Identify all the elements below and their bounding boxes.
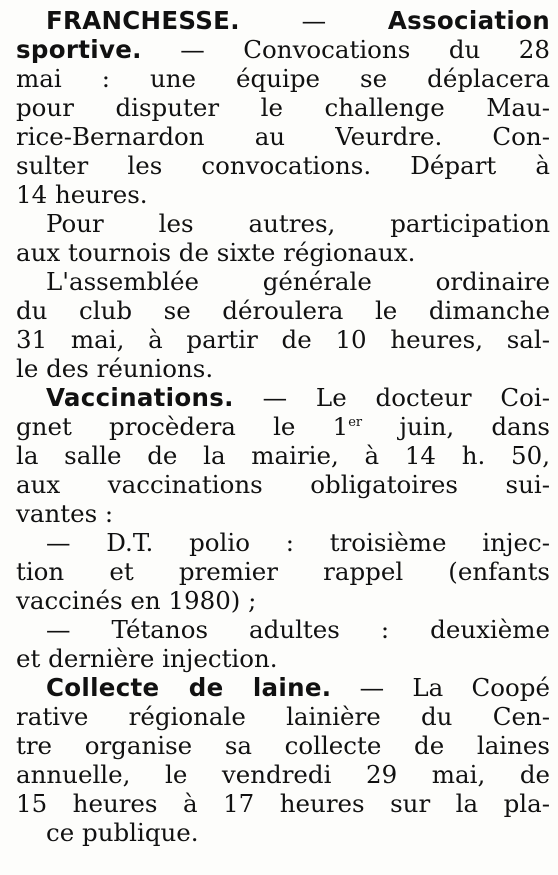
line-text: — Convocations du 28: [141, 35, 550, 64]
text-line: [16, 6, 550, 35]
text-line: 15 heures à 17 heures sur la pla-: [16, 789, 550, 818]
text-line: L'assemblée générale ordinaire: [46, 267, 550, 296]
text-line: sulter les convocations. Départ à: [16, 151, 550, 180]
heading-association: Association: [387, 6, 550, 35]
text-line: le des réunions.: [16, 354, 214, 383]
text-line: — Tétanos adultes : deuxième: [46, 615, 550, 644]
text-line: rice-Bernardon au Veurdre. Con-: [16, 122, 550, 151]
text-line: pour disputer le challenge Mau-: [16, 93, 550, 122]
article-participation: [16, 209, 550, 267]
heading-vaccinations: Vaccinations.: [46, 383, 234, 412]
item-dt-polio: [16, 528, 550, 615]
text-line: [16, 412, 550, 441]
text-line: tion et premier rappel (enfants: [16, 557, 550, 586]
text-line: et dernière injection.: [16, 644, 278, 673]
item-tetanos: [16, 615, 550, 673]
text-line: rative régionale lainière du Cen-: [16, 702, 550, 731]
line-text: — Le docteur Coi-: [233, 383, 550, 412]
ordinal-superscript: er: [348, 414, 363, 430]
text-line: — D.T. polio : troisième injec-: [46, 528, 550, 557]
article-assemblee: [16, 267, 550, 383]
heading-separator: —: [239, 6, 388, 35]
text-line: aux tournois de sixte régionaux.: [16, 238, 416, 267]
heading-sportive: sportive.: [16, 35, 142, 64]
text-line: [16, 35, 550, 64]
line-text: — La Coopé: [331, 673, 550, 702]
text-line: Pour les autres, participation: [46, 209, 550, 238]
text-line: aux vaccinations obligatoires sui-: [16, 470, 550, 499]
heading-franchesse: FRANCHESSE.: [46, 6, 240, 35]
heading-collecte: Collecte de laine.: [46, 673, 332, 702]
text-line: vaccinés en 1980) ;: [16, 586, 257, 615]
article-franchesse: [16, 6, 550, 209]
text-line: mai : une équipe se déplacera: [16, 64, 550, 93]
text-line: ce publique.: [46, 818, 199, 847]
text-line: 14 heures.: [16, 180, 148, 209]
article-vaccinations: [16, 383, 550, 528]
text-line: vantes :: [16, 499, 114, 528]
text-line: [16, 383, 550, 412]
text-line: annuelle, le vendredi 29 mai, de: [16, 760, 550, 789]
text-line: la salle de la mairie, à 14 h. 50,: [16, 441, 550, 470]
text-line: tre organise sa collecte de laines: [16, 731, 550, 760]
line-text: gnet procèdera le 1: [16, 412, 349, 441]
text-line: du club se déroulera le dimanche: [16, 296, 550, 325]
text-line: 31 mai, à partir de 10 heures, sal-: [16, 325, 550, 354]
text-line: [16, 673, 550, 702]
line-text: juin, dans: [362, 412, 550, 441]
article-collecte: [16, 673, 550, 847]
